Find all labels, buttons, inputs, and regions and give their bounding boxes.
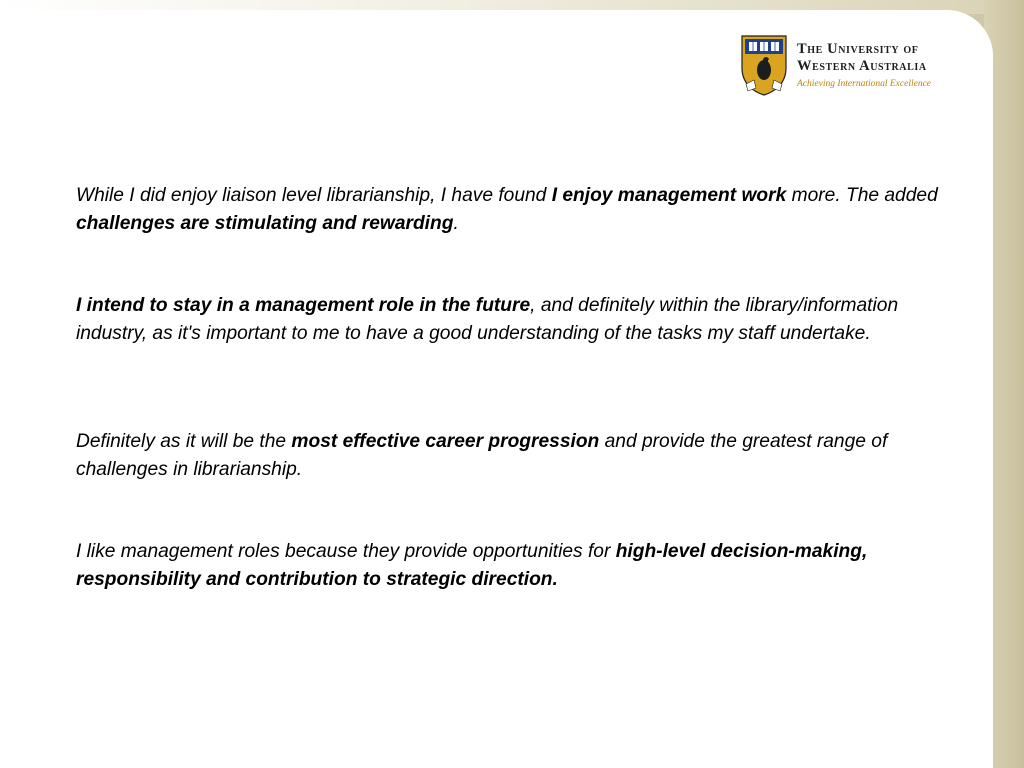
paragraph-2 <box>76 292 946 348</box>
paragraph-1-text-2: more. The added <box>786 185 938 206</box>
paragraph-1-text-1: While I did enjoy liaison level librarianship, I have found <box>76 185 552 206</box>
paragraph-1 <box>76 182 946 238</box>
university-logo <box>740 34 960 98</box>
university-crest-icon <box>740 34 788 96</box>
paragraph-2-text-1: , and definitely within the library/information industry, as it's important to me to have a good understanding of the tasks my staff undertake. <box>76 295 899 344</box>
paragraph-4-emphasis-1: high-level decision-making, responsibility and contribution to strategic direction. <box>76 541 868 590</box>
paragraph-4-text-1: I like management roles because they provide opportunities for <box>76 541 616 562</box>
paragraph-1-text-3: . <box>453 213 459 234</box>
logo-line-1: The University of <box>797 41 919 57</box>
logo-tagline: Achieving International Excellence <box>797 79 931 89</box>
paragraph-2-emphasis-1: I intend to stay in a management role in the future <box>76 295 531 316</box>
paragraph-1-emphasis-2: challenges are stimulating and rewarding <box>76 213 454 234</box>
paragraph-3-text-1: Definitely as it will be the <box>76 431 292 452</box>
slide-panel <box>0 10 993 768</box>
paragraph-3-emphasis-1: most effective career progression <box>291 431 600 452</box>
paragraph-3-text-2: and provide the greatest range of challenges in librarianship. <box>76 431 888 480</box>
logo-line-2: Western Australia <box>797 58 927 74</box>
paragraph-4 <box>76 538 946 594</box>
paragraph-3 <box>76 428 946 484</box>
paragraph-1-emphasis-1: I enjoy management work <box>551 185 787 206</box>
